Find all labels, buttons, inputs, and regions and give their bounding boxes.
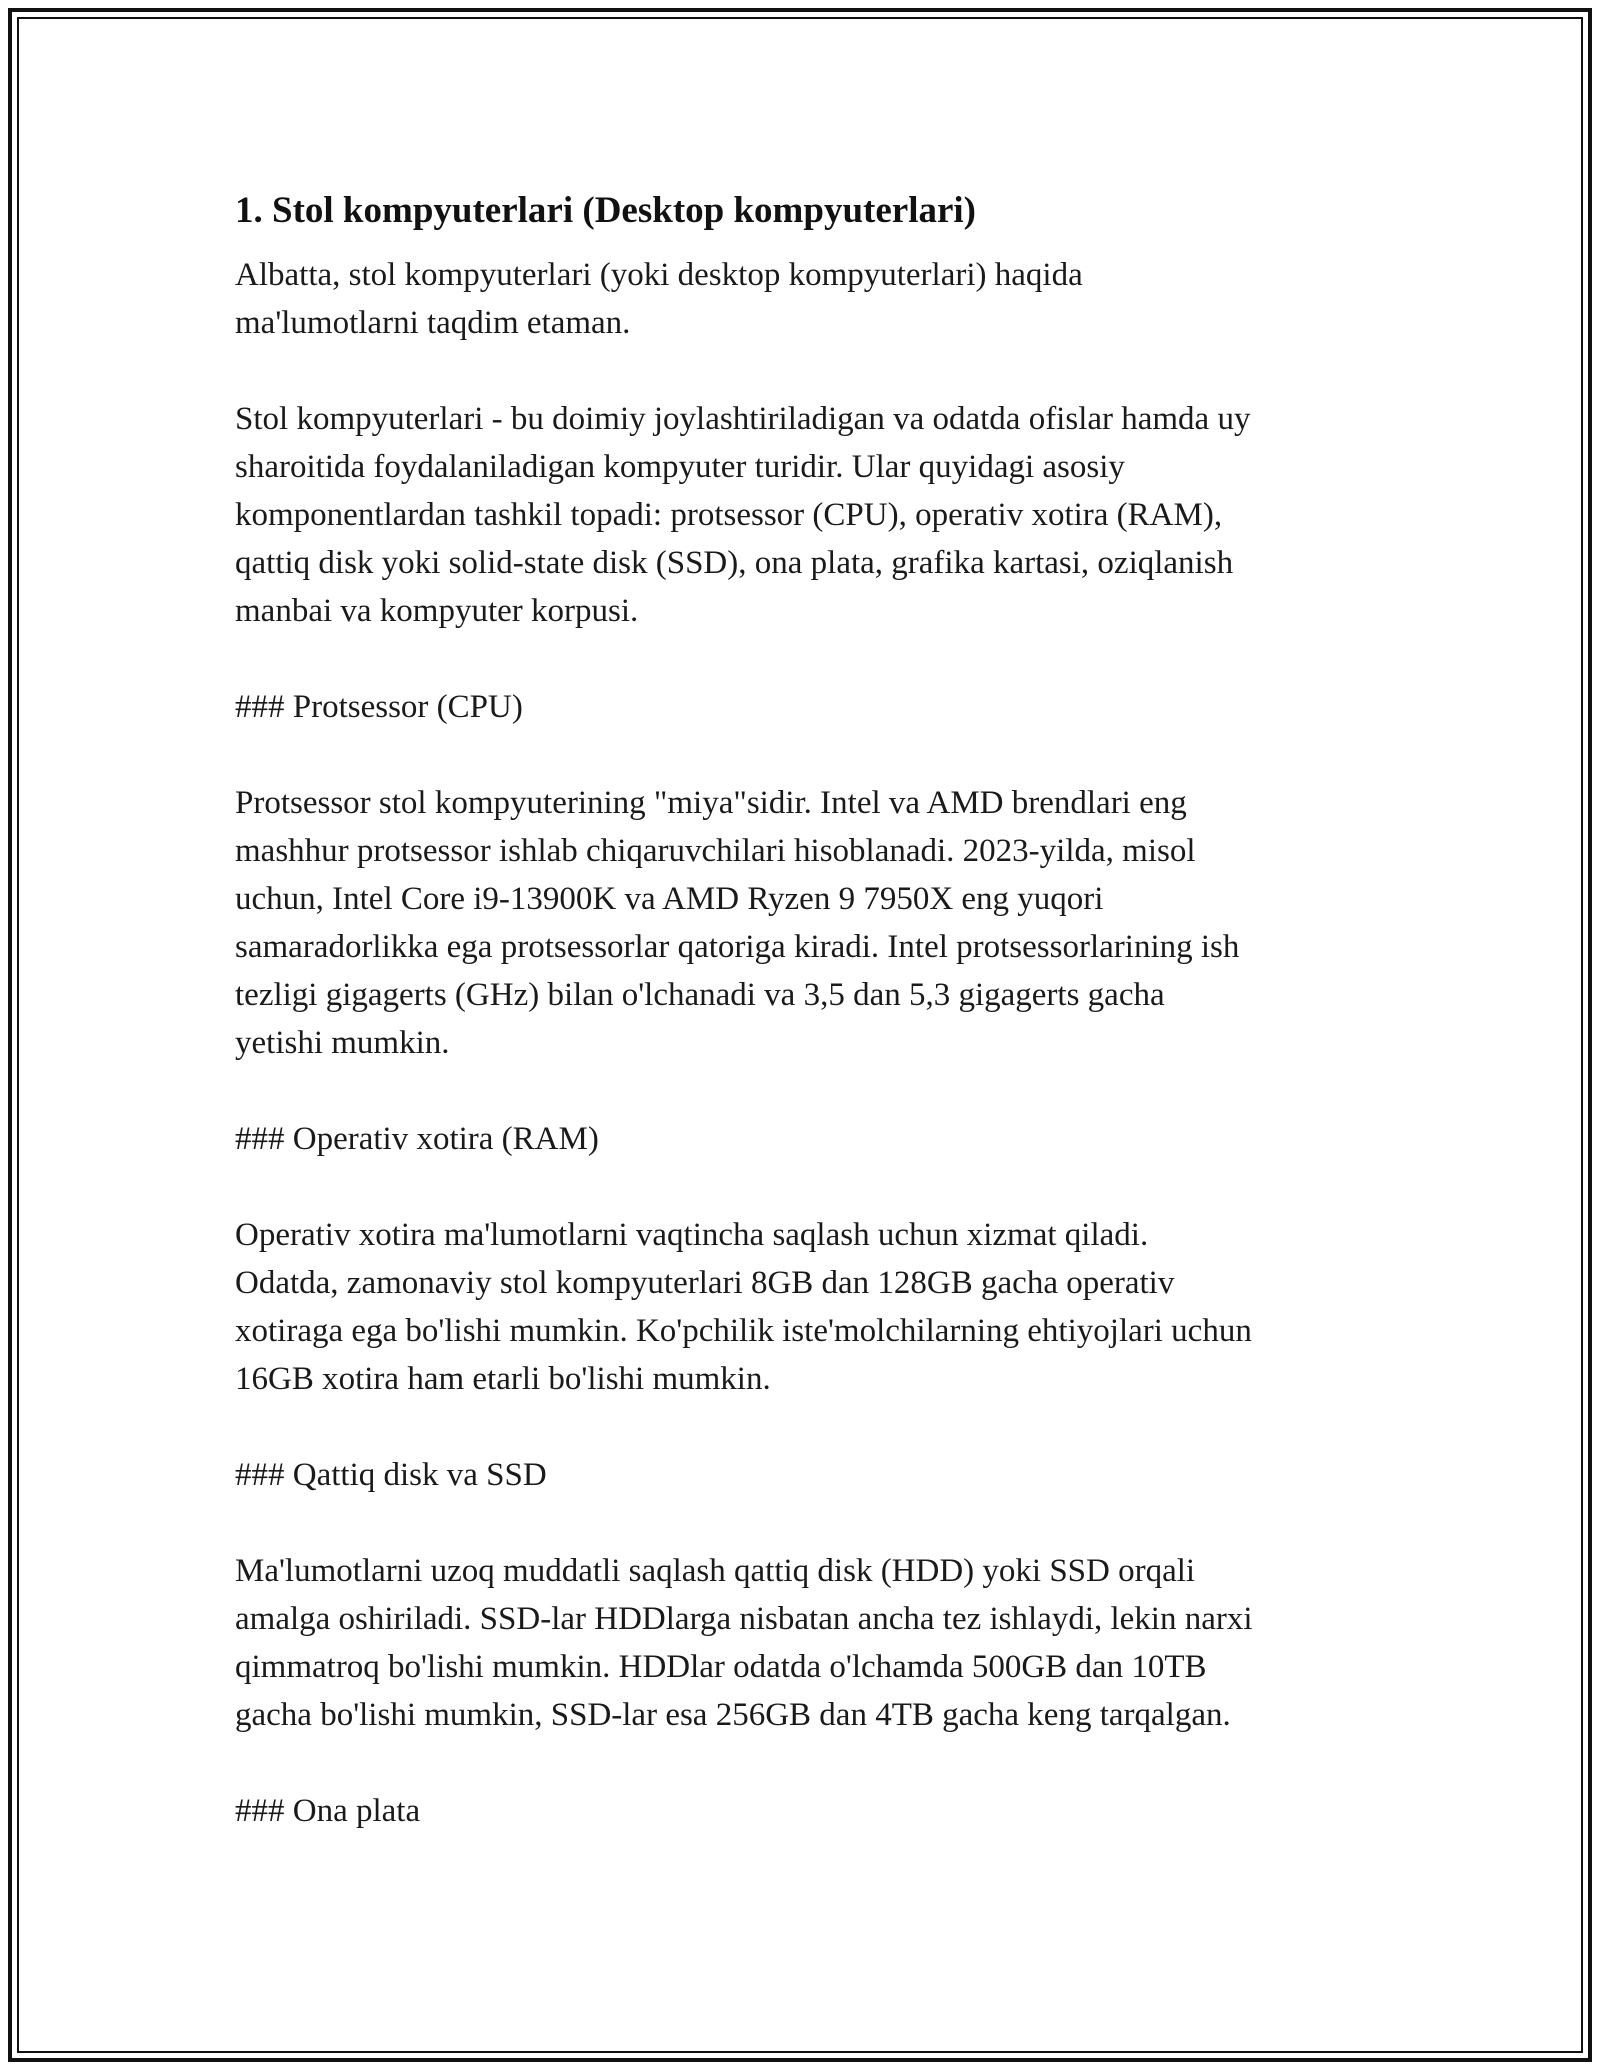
section-body-ram: Operativ xotira ma'lumotlarni vaqtincha saqlash uchun xizmat qiladi. Odatda, zamonaviy stol kompyuterlari 8GB dan 128GB gacha operativ xotiraga ega bo'lishi mumkin. Ko'pchilik iste'molchilarning ehtiyojlari uchun 16GB xotira ham etarli bo'lishi mumkin.: [235, 1217, 1252, 1397]
section-heading-cpu: ### Protsessor (CPU): [235, 689, 523, 725]
section-heading-storage: ### Qattiq disk va SSD: [235, 1457, 547, 1493]
section-body-cpu: Protsessor stol kompyuterining "miya"sidir. Intel va AMD brendlari eng mashhur protsessor ishlab chiqaruvchilari hisoblanadi. 2023-yilda, misol uchun, Intel Core i9-13900K va AMD Ryzen 9 7950X eng yuqori samaradorlikka ega protsessorlar qatoriga kiradi. Intel protsessorlarining ish tezligi gigagerts (GHz) bilan o'lchanadi va 3,5 dan 5,3 gigagerts gacha yetishi mumkin.: [235, 785, 1240, 1061]
section-heading-motherboard: ### Ona plata: [235, 1793, 421, 1829]
section-body-storage: Ma'lumotlarni uzoq muddatli saqlash qattiq disk (HDD) yoki SSD orqali amalga oshiriladi. SSD-lar HDDlarga nisbatan ancha tez ishlaydi, lekin narxi qimmatroq bo'lishi mumkin. HDDlar odatda o'lchamda 500GB dan 10TB gacha bo'lishi mumkin, SSD-lar esa 256GB dan 4TB gacha keng tarqalgan.: [235, 1553, 1253, 1733]
section-heading-ram: ### Operativ xotira (RAM): [235, 1121, 599, 1157]
document-title: 1. Stol kompyuterlari (Desktop kompyuterlari): [235, 190, 976, 231]
overview-paragraph: Stol kompyuterlari - bu doimiy joylashtiriladigan va odatda ofislar hamda uy sharoitida foydalaniladigan kompyuter turidir. Ular quyidagi asosiy komponentlardan tashkil topadi: protsessor (CPU), operativ xotira (RAM), qattiq disk yoki solid-state disk (SSD), ona plata, grafika kartasi, oziqlanish manbai va kompyuter korpusi.: [235, 401, 1251, 629]
document-body: [235, 185, 1385, 1835]
intro-paragraph: Albatta, stol kompyuterlari (yoki desktop kompyuterlari) haqida ma'lumotlarni taqdim etaman.: [235, 257, 1083, 341]
